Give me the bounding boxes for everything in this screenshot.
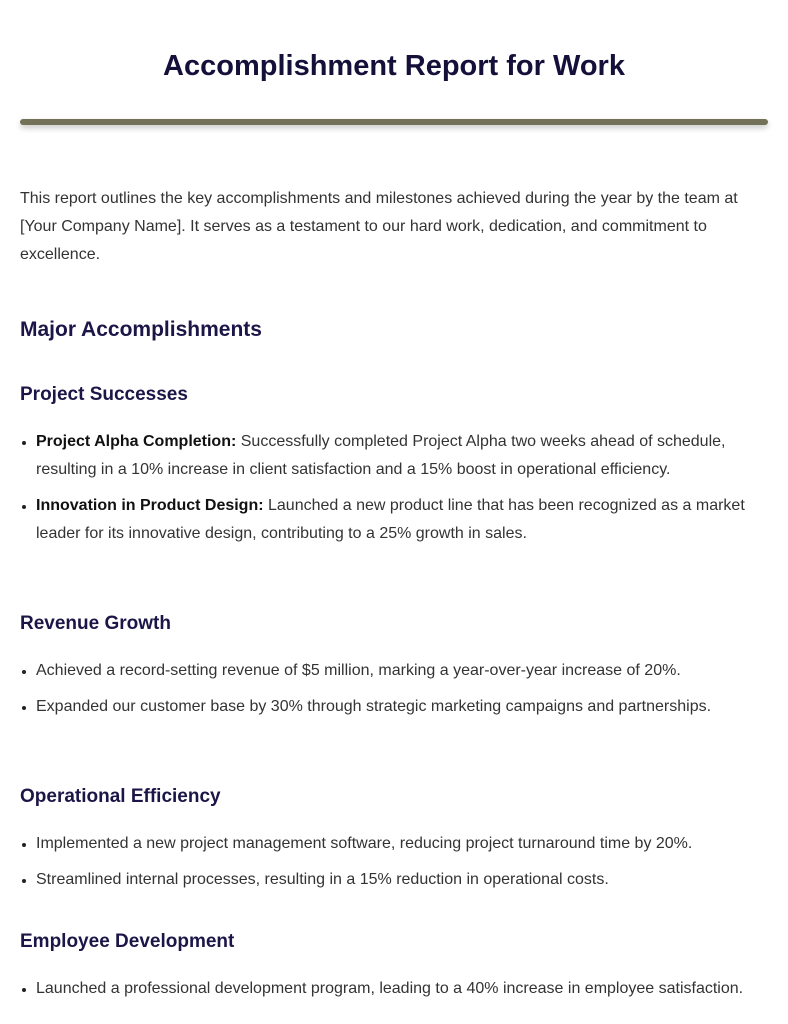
list-item-lead: Project Alpha Completion: bbox=[36, 433, 237, 450]
list-item bbox=[36, 428, 750, 484]
list-item-text: Successfully completed Project Alpha two weeks ahead of schedule, resulting in a 10% increase in client satisfaction and a 15% boost in operational efficiency. bbox=[36, 433, 726, 478]
section-heading-revenue-growth: Revenue Growth bbox=[20, 613, 171, 634]
list-item: • Implemented a new project management software, reducing project turnaround time by 20%. bbox=[36, 830, 766, 858]
section-heading-project-successes: Project Successes bbox=[20, 384, 188, 405]
major-accomplishments-heading: Major Accomplishments bbox=[20, 318, 262, 341]
employee-development-list bbox=[20, 975, 750, 1011]
project-successes-list bbox=[20, 428, 750, 556]
intro-paragraph: This report outlines the key accomplishments and milestones achieved during the year by the team at [Your Company Name]. It serves as a testament to our hard work, dedication, and commitment to excellence. bbox=[20, 190, 738, 263]
page-title: Accomplishment Report for Work bbox=[163, 50, 625, 82]
title-divider bbox=[20, 119, 768, 125]
list-item: • Achieved a record-setting revenue of $5 million, marking a year-over-year increase of 20%. bbox=[36, 657, 750, 685]
operational-efficiency-list bbox=[20, 830, 766, 902]
revenue-growth-list bbox=[20, 657, 750, 729]
list-item-text: Launched a new product line that has been recognized as a market leader for its innovative design, contributing to a 25% growth in sales. bbox=[36, 497, 745, 542]
list-item: • Launched a professional development program, leading to a 40% increase in employee satisfaction. bbox=[36, 975, 750, 1003]
section-heading-operational-efficiency: Operational Efficiency bbox=[20, 786, 221, 807]
list-item: • Expanded our customer base by 30% through strategic marketing campaigns and partnerships. bbox=[36, 693, 750, 721]
list-item-lead: Innovation in Product Design: bbox=[36, 497, 264, 514]
list-item bbox=[36, 492, 750, 548]
section-heading-employee-development: Employee Development bbox=[20, 931, 235, 952]
list-item: • Streamlined internal processes, resulting in a 15% reduction in operational costs. bbox=[36, 866, 766, 894]
